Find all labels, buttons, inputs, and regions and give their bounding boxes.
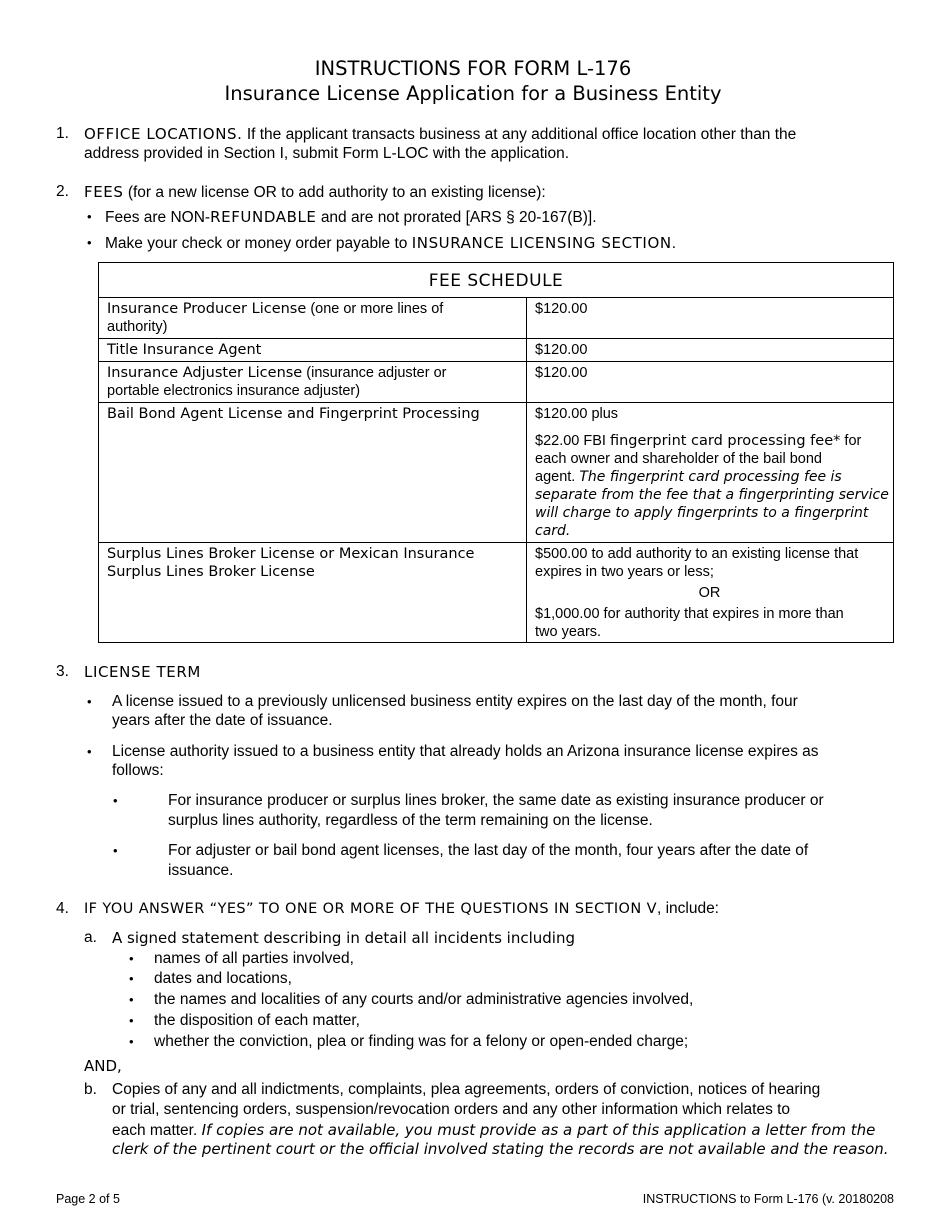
section-1-text-1: If the applicant transacts business at any additional office location other than the bbox=[246, 126, 797, 143]
fee-schedule-title: FEE SCHEDULE bbox=[428, 271, 564, 291]
section-4-heading-line bbox=[84, 899, 719, 919]
fee-schedule-table bbox=[98, 262, 894, 643]
form-subtitle: Insurance License Application for a Business Entity bbox=[224, 82, 722, 105]
fee-row-label: Surplus Lines Broker License or Mexican Insurance Surplus Lines Broker License bbox=[107, 546, 475, 580]
item-b-line-4: clerk of the pertinent court or the official involved stating the records are not available and the reason. bbox=[112, 1140, 889, 1158]
fees-bullet-1: Fees are NON-REFUNDABLE and are not prorated [ARS § 20-167(B)]. bbox=[105, 208, 597, 226]
table-divider bbox=[99, 542, 893, 543]
item-b-line-2: or trial, sentencing orders, suspension/revocation orders and any other information which relates to bbox=[112, 1101, 791, 1118]
bullet-icon: • bbox=[129, 992, 134, 1007]
item-b-label: b. bbox=[84, 1081, 97, 1098]
bullet-icon: • bbox=[87, 694, 92, 709]
item-a-text: A signed statement describing in detail all incidents including bbox=[112, 929, 575, 947]
term-sub-1-line-2: surplus lines authority, regardless of the term remaining on the license. bbox=[168, 812, 653, 829]
section-1-text-2: address provided in Section I, submit Form L-LOC with the application. bbox=[84, 145, 570, 162]
item-b-line-1: Copies of any and all indictments, complaints, plea agreements, orders of conviction, notices of hearing bbox=[112, 1081, 821, 1098]
table-divider bbox=[99, 297, 893, 298]
section-1-line-1 bbox=[84, 124, 796, 145]
term-bullet-2-line-2: follows: bbox=[112, 762, 164, 779]
term-sub-2-line-2: issuance. bbox=[168, 862, 234, 879]
item-a-label: a. bbox=[84, 929, 97, 946]
fee-row-amount-detail: $22.00 FBI fingerprint card processing fee* for each owner and shareholder of the bail bond agent. The fingerprint card processing fee is separate from the fee that a fingerprinting service will charge to apply fingerprints to a fingerprint card. bbox=[535, 433, 889, 539]
bullet-icon: • bbox=[129, 971, 134, 986]
term-bullet-1-line-2: years after the date of issuance. bbox=[112, 712, 333, 729]
section-3-number: 3. bbox=[56, 663, 69, 680]
incident-list-item: whether the conviction, plea or finding was for a felony or open-ended charge; bbox=[154, 1033, 689, 1050]
fee-row-amount: $120.00 bbox=[535, 342, 588, 358]
table-divider bbox=[99, 361, 893, 362]
fee-row-label: Insurance Producer License (one or more lines of authority) bbox=[107, 301, 444, 335]
incident-list-item: dates and locations, bbox=[154, 970, 292, 987]
bullet-icon: • bbox=[87, 209, 92, 224]
bullet-icon: • bbox=[87, 744, 92, 759]
form-title: INSTRUCTIONS FOR FORM L-176 bbox=[314, 57, 632, 80]
fee-row-amount: $500.00 to add authority to an existing license that expires in two years or less; bbox=[535, 546, 859, 580]
table-divider bbox=[99, 338, 893, 339]
section-2-heading-line bbox=[84, 182, 546, 203]
table-divider bbox=[99, 402, 893, 403]
incident-list-item: the disposition of each matter, bbox=[154, 1012, 360, 1029]
term-sub-2-line-1: For adjuster or bail bond agent licenses, the last day of the month, four years after the date of bbox=[168, 842, 809, 859]
fee-row-amount: $120.00 plus bbox=[535, 406, 619, 422]
fee-row-label: Title Insurance Agent bbox=[107, 342, 262, 358]
section-2-number: 2. bbox=[56, 183, 69, 200]
fee-row-label: Bail Bond Agent License and Fingerprint Processing bbox=[107, 406, 480, 422]
section-1-number: 1. bbox=[56, 125, 69, 142]
fees-bullet-2: Make your check or money order payable to INSURANCE LICENSING SECTION. bbox=[105, 234, 676, 252]
bullet-icon: • bbox=[87, 235, 92, 250]
bullet-icon: • bbox=[129, 951, 134, 966]
fee-row-label: Insurance Adjuster License (insurance adjuster or portable electronics insurance adjuster) bbox=[107, 365, 447, 399]
section-2-heading-rest: (for a new license OR to add authority to an existing license): bbox=[127, 184, 546, 201]
footer-page-number: Page 2 of 5 bbox=[56, 1192, 120, 1206]
section-3-heading: LICENSE TERM bbox=[84, 663, 201, 681]
item-b-line-3: each matter. If copies are not available, you must provide as a part of this application a letter from the bbox=[112, 1121, 876, 1139]
bullet-icon: • bbox=[113, 843, 118, 858]
bullet-icon: • bbox=[113, 793, 118, 808]
fee-row-amount: $120.00 bbox=[535, 301, 588, 317]
section-2-heading: FEES bbox=[84, 183, 124, 201]
incident-list-item: the names and localities of any courts and/or administrative agencies involved, bbox=[154, 991, 694, 1008]
and-connector: AND, bbox=[84, 1057, 122, 1075]
section-1-heading: OFFICE LOCATIONS. bbox=[84, 125, 243, 143]
section-4-heading: IF YOU ANSWER “YES” TO ONE OR MORE OF THE QUESTIONS IN SECTION V bbox=[84, 901, 657, 917]
section-4-number: 4. bbox=[56, 900, 69, 917]
bullet-icon: • bbox=[129, 1034, 134, 1049]
term-bullet-1-line-1: A license issued to a previously unlicensed business entity expires on the last day of the month, four bbox=[112, 693, 798, 710]
incident-list-item: names of all parties involved, bbox=[154, 950, 354, 967]
bullet-icon: • bbox=[129, 1013, 134, 1028]
section-4-heading-rest: , include: bbox=[656, 900, 719, 917]
term-sub-1-line-1: For insurance producer or surplus lines broker, the same date as existing insurance producer or bbox=[168, 792, 824, 809]
footer-form-version: INSTRUCTIONS to Form L-176 (v. 20180208 bbox=[642, 1192, 894, 1206]
fee-row-or: OR bbox=[698, 585, 721, 601]
fee-row-amount: $120.00 bbox=[535, 365, 588, 381]
term-bullet-2-line-1: License authority issued to a business entity that already holds an Arizona insurance license expires as bbox=[112, 743, 819, 760]
fee-row-amount-alt: $1,000.00 for authority that expires in more than two years. bbox=[535, 606, 844, 640]
